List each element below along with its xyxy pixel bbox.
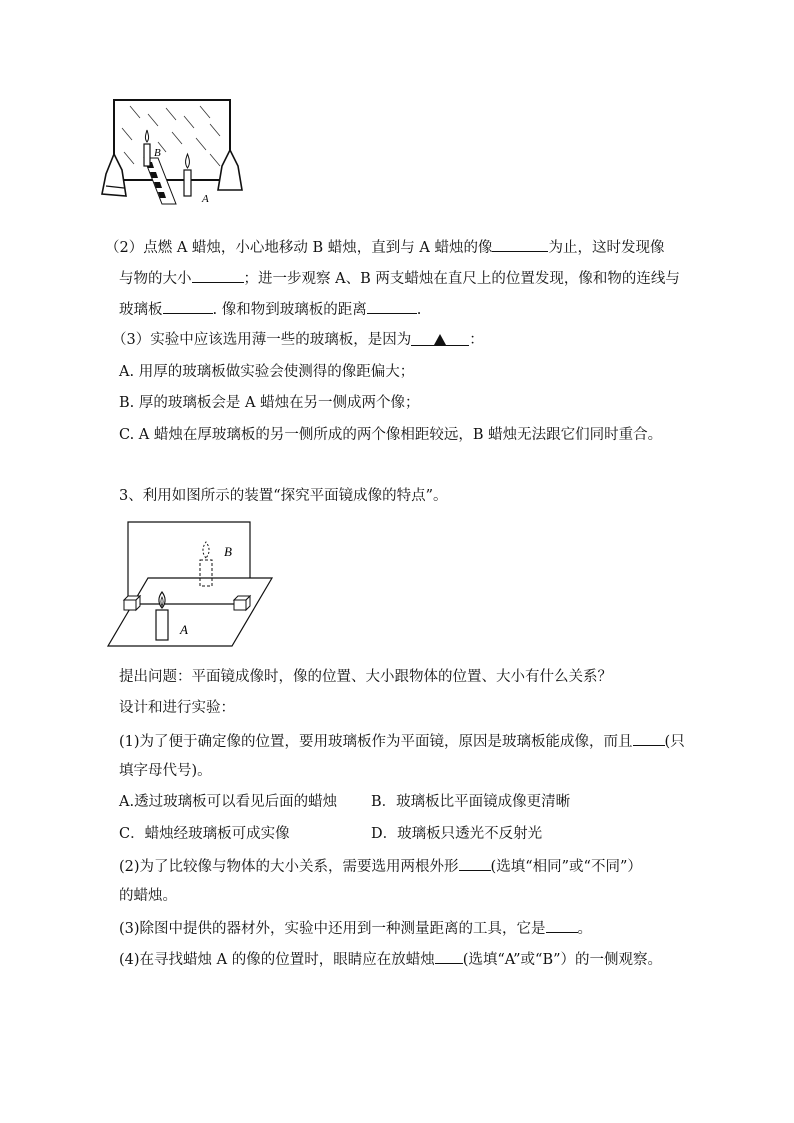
triangle-icon [434, 334, 446, 345]
figure1-label-b: B [154, 147, 161, 159]
q2-part2-text3: 与物的大小 [119, 271, 192, 287]
q3-p1-text1: (1)为了便于确定像的位置，要用玻璃板作为平面镜，原因是玻璃板能成像，而且 [119, 734, 633, 750]
answer-blank[interactable] [435, 948, 463, 964]
q2-part3-text2: ： [469, 332, 484, 348]
q3-p4-text1: (4)在寻找蜡烛 A 的像的位置时，眼睛应在放蜡烛 [119, 952, 435, 968]
q2-part3-option-b: B. 厚的玻璃板会是 A 蜡烛在另一侧成两个像； [119, 395, 420, 411]
q3-p3-text2: 。 [577, 921, 593, 937]
figure2-label-a: A [180, 622, 188, 637]
q3-p4-text2: (选填“A”或“B”）的一侧观察。 [462, 952, 663, 968]
figure1-label-a: A [202, 193, 209, 205]
q3-p1-line1 [119, 730, 685, 752]
q3-p2-text2: (选填“相同”或“不同”） [490, 859, 642, 875]
q2-part3-text1: （3）实验中应该选用薄一些的玻璃板，是因为 [112, 332, 412, 348]
q3-p2-line1 [119, 855, 642, 877]
q2-part2-text5: 玻璃板 [119, 302, 163, 318]
figure-plane-mirror-setup [106, 520, 276, 648]
q2-part3-option-a: A. 用厚的玻璃板做实验会使测得的像距偏大； [119, 364, 415, 380]
answer-blank[interactable] [492, 236, 548, 252]
q2-part2-text2: 为止，这时发现像 [548, 240, 665, 256]
q3-p2-text1: (2)为了比较像与物体的大小关系，需要选用两根外形 [119, 859, 459, 875]
q3-p2-line2: 的蜡烛。 [119, 888, 177, 904]
q2-part2-text4: ；进一步观察 A、B 两支蜡烛在直尺上的位置发现，像和物的连线与 [243, 271, 680, 287]
q3-p1-text2: (只 [664, 734, 685, 750]
answer-blank[interactable] [546, 917, 578, 933]
answer-blank[interactable] [163, 298, 213, 314]
q3-option-b: B．玻璃板比平面镜成像更清晰 [371, 794, 571, 810]
q3-option-d: D．玻璃板只透光不反射光 [371, 826, 543, 842]
q3-p3-text1: (3)除图中提供的器材外，实验中还用到一种测量距离的工具，它是 [119, 921, 546, 937]
q2-part3-option-c: C. A 蜡烛在厚玻璃板的另一侧所成的两个像相距较远，B 蜡烛无法跟它们同时重合。 [119, 427, 663, 443]
answer-blank[interactable] [633, 730, 665, 746]
q2-part2-line3 [119, 298, 421, 320]
q2-part2-line1 [105, 236, 664, 258]
q3-p4 [119, 948, 662, 970]
answer-blank[interactable] [192, 267, 244, 283]
q2-part2-text6: . 像和物到玻璃板的距离 [212, 302, 367, 318]
q3-question: 提出问题：平面镜成像时，像的位置、大小跟物体的位置、大小有什么关系？ [119, 669, 612, 685]
q3-option-c: C．蜡烛经玻璃板可成实像 [119, 826, 290, 842]
q3-design: 设计和进行实验： [119, 700, 235, 716]
q3-title: 3、利用如图所示的装置“探究平面镜成像的特点”。 [119, 488, 448, 504]
q3-p1-line2: 填字母代号)。 [119, 763, 212, 779]
q2-part2-text7: . [416, 302, 422, 318]
answer-blank[interactable] [459, 855, 491, 871]
answer-blank[interactable] [367, 298, 417, 314]
figure-glass-plate-candles [100, 94, 245, 206]
q3-p3 [119, 917, 592, 939]
q3-option-a: A.透过玻璃板可以看见后面的蜡烛 [119, 794, 338, 810]
q2-part3-stem [112, 330, 484, 350]
figure2-label-b: B [224, 544, 232, 559]
q2-part2-line2 [119, 267, 680, 289]
answer-blank[interactable] [411, 330, 469, 346]
q2-part2-text1: （2）点燃 A 蜡烛，小心地移动 B 蜡烛，直到与 A 蜡烛的像 [105, 240, 493, 256]
